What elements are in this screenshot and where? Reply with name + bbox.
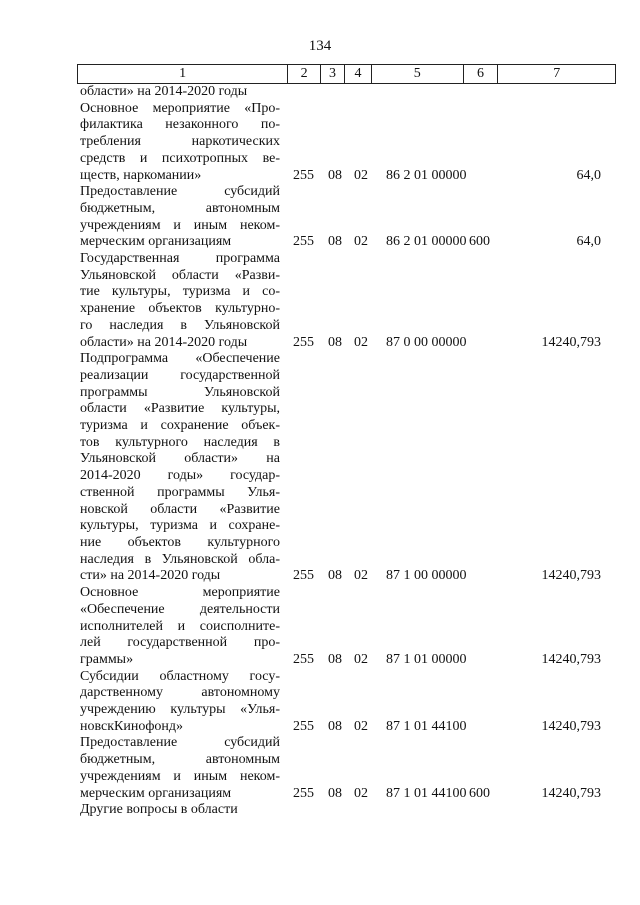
target-article-code: 87 1 01 00000 [386, 651, 467, 667]
description-line: бюджетным, автономным [80, 752, 280, 768]
description-line: культуры, туризма и сохране- [80, 518, 280, 534]
header-col-2: 2 [288, 65, 321, 83]
admin-code: 255 [293, 651, 314, 667]
description-line: Основное мероприятие [80, 585, 280, 601]
target-article-code: 87 1 01 44100 [386, 785, 467, 801]
row-values [80, 168, 616, 185]
description-line: го наследия в Ульяновской [80, 317, 280, 333]
amount: 64,0 [576, 234, 601, 250]
row-values [80, 786, 616, 803]
description-line: сти» на 2014-2020 годы [80, 568, 221, 584]
description-line: Основное мероприятие «Про- [80, 100, 280, 116]
table-row [80, 184, 616, 251]
amount: 14240,793 [541, 651, 601, 667]
description-line: новской области «Развитие [80, 501, 280, 517]
admin-code: 255 [293, 568, 314, 584]
admin-code: 255 [293, 167, 314, 183]
section-code: 08 [328, 568, 342, 584]
description-line: новскКинофонд» [80, 718, 184, 734]
row-values [80, 84, 616, 101]
row-values [80, 335, 616, 352]
description-line: ществ, наркомании» [80, 167, 202, 183]
description-line: Другие вопросы в области [80, 802, 238, 818]
amount: 14240,793 [541, 785, 601, 801]
description-line: ние объектов культурного [80, 534, 280, 550]
row-description [80, 351, 280, 585]
description-line: требления наркотических [80, 134, 280, 150]
subsection-code: 02 [354, 334, 368, 350]
description-line: учреждениям и иным неком- [80, 768, 280, 784]
target-article-code: 87 1 00 00000 [386, 568, 467, 584]
table-body [80, 84, 616, 819]
page-number: 134 [308, 38, 332, 54]
description-line: бюджетным, автономным [80, 200, 280, 216]
section-code: 08 [328, 334, 342, 350]
table-row [80, 351, 616, 585]
table-row [80, 669, 616, 736]
description-line: лей государственной про- [80, 635, 280, 651]
table-header [77, 64, 616, 84]
expense-type-code: 600 [469, 234, 490, 250]
section-code: 08 [328, 785, 342, 801]
table-row [80, 802, 616, 819]
description-line: Предоставление субсидий [80, 735, 280, 751]
description-line: тие культуры, туризма и со- [80, 284, 280, 300]
subsection-code: 02 [354, 651, 368, 667]
description-line: Субсидии областному госу- [80, 668, 280, 684]
row-values [80, 719, 616, 736]
subsection-code: 02 [354, 167, 368, 183]
row-values [80, 652, 616, 669]
description-line: мерческим организациям [80, 234, 232, 250]
header-col-6: 6 [464, 65, 499, 83]
description-line: туризма и сохранение объек- [80, 418, 280, 434]
header-col-3: 3 [321, 65, 345, 83]
subsection-code: 02 [354, 234, 368, 250]
description-line: мерческим организациям [80, 785, 232, 801]
target-article-code: 87 1 01 44100 [386, 718, 467, 734]
description-line: Государственная программа [80, 251, 280, 267]
table-row [80, 585, 616, 669]
amount: 14240,793 [541, 718, 601, 734]
admin-code: 255 [293, 785, 314, 801]
row-values [80, 802, 616, 819]
amount: 14240,793 [541, 568, 601, 584]
description-line: программы Ульяновской [80, 384, 280, 400]
description-line: тов культурного наследия в [80, 434, 280, 450]
target-article-code: 86 2 01 00000 [386, 234, 467, 250]
subsection-code: 02 [354, 718, 368, 734]
section-code: 08 [328, 651, 342, 667]
section-code: 08 [328, 718, 342, 734]
description-line: наследия в Ульяновской обла- [80, 551, 280, 567]
table-row [80, 251, 616, 351]
admin-code: 255 [293, 234, 314, 250]
description-line: филактика незаконного по- [80, 117, 280, 133]
description-line: граммы» [80, 651, 134, 667]
description-line: 2014-2020 годы» государ- [80, 468, 280, 484]
table-row [80, 84, 616, 101]
description-line: учреждениям и иным неком- [80, 217, 280, 233]
header-col-7: 7 [553, 66, 561, 81]
section-code: 08 [328, 234, 342, 250]
description-line: Предоставление субсидий [80, 184, 280, 200]
row-values [80, 568, 616, 585]
description-line: ственной программы Улья- [80, 484, 280, 500]
target-article-code: 87 0 00 00000 [386, 334, 467, 350]
admin-code: 255 [293, 718, 314, 734]
subsection-code: 02 [354, 568, 368, 584]
section-code: 08 [328, 167, 342, 183]
description-line: Ульяновской области» на [80, 451, 280, 467]
description-line: средств и психотропных ве- [80, 150, 280, 166]
table-row [80, 735, 616, 802]
amount: 14240,793 [541, 334, 601, 350]
description-line: Подпрограмма «Обеспечение [80, 351, 280, 367]
expense-type-code: 600 [469, 785, 490, 801]
description-line: Ульяновской области «Разви- [80, 267, 280, 283]
description-line: исполнителей и соисполните- [80, 618, 280, 634]
row-values [80, 234, 616, 251]
table-row [80, 101, 616, 185]
target-article-code: 86 2 01 00000 [386, 167, 467, 183]
description-line: дарственному автономному [80, 685, 280, 701]
admin-code: 255 [293, 334, 314, 350]
header-col-4: 4 [345, 65, 372, 83]
header-col-5: 5 [372, 65, 464, 83]
description-line: реализации государственной [80, 367, 280, 383]
amount: 64,0 [576, 167, 601, 183]
description-line: «Обеспечение деятельности [80, 601, 280, 617]
description-line: хранение объектов культурно- [80, 301, 280, 317]
subsection-code: 02 [354, 785, 368, 801]
header-col-1: 1 [78, 65, 288, 83]
description-line: учреждению культуры «Улья- [80, 702, 280, 718]
description-line: области» на 2014-2020 годы [80, 84, 248, 99]
description-line: области» на 2014-2020 годы [80, 334, 248, 350]
description-line: области «Развитие культуры, [80, 401, 280, 417]
